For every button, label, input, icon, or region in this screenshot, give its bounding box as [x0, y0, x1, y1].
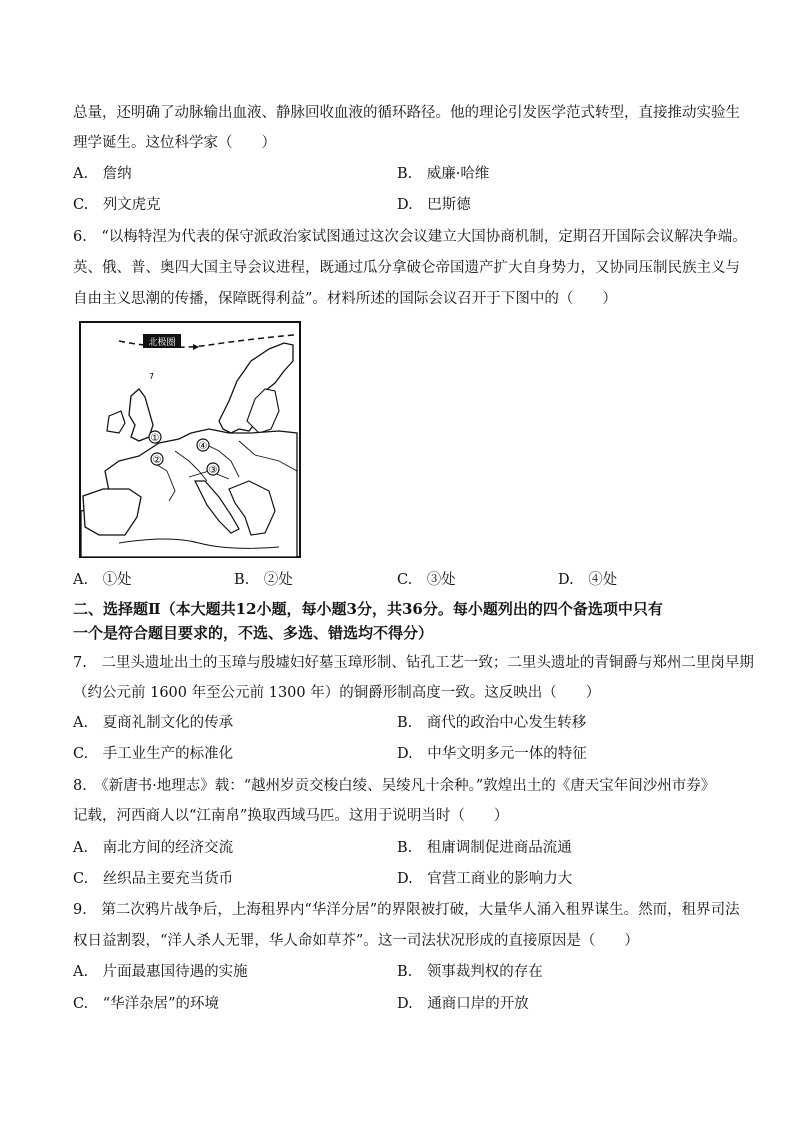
q7-stem-line2: （约公元前 1600 年至公元前 1300 年）的铜爵形制高度一致。这反映出（ ）: [73, 685, 601, 701]
q6-stem-line3: 自由主义思潮的传播，保障既得利益”。材料所述的国际会议召开于下图中的（ ）: [73, 291, 617, 307]
section2-heading-line2: 一个是符合题目要求的，不选、多选、错选均不得分）: [73, 624, 434, 642]
q6-option-a[interactable]: A. ①处: [73, 572, 132, 588]
map-small-mark: 7: [149, 372, 155, 381]
q5-option-a[interactable]: A. 詹纳: [73, 166, 132, 182]
q5-stem-line1: 总量，还明确了动脉输出血液、静脉回收血液的循环路径。他的理论引发医学范式转型，直接推动实验生: [73, 105, 740, 121]
q9-option-b[interactable]: B. 领事裁判权的存在: [397, 964, 543, 980]
q9-option-a[interactable]: A. 片面最惠国待遇的实施: [73, 964, 248, 980]
q5-option-b[interactable]: B. 威廉·哈维: [397, 166, 490, 182]
q9-stem-line2: 权日益割裂，“洋人杀人无罪，华人命如草芥”。这一司法状况形成的直接原因是（ ）: [73, 933, 639, 949]
q6-option-d[interactable]: D. ④处: [558, 572, 618, 588]
q8-option-a[interactable]: A. 南北方间的经济交流: [73, 840, 234, 856]
q8-option-c[interactable]: C. 丝织品主要充当货币: [73, 871, 234, 887]
q7-stem-line1: 7. 二里头遗址出土的玉璋与殷墟妇好墓玉璋形制、钻孔工艺一致；二里头遗址的青铜爵与郑州二里岗早期: [73, 655, 754, 671]
q5-option-d[interactable]: D. 巴斯德: [397, 197, 471, 213]
q6-stem-line2: 英、俄、普、奥四大国主导会议进程，既通过瓜分拿破仑帝国遗产扩大自身势力，又协同压制民族主义与: [73, 260, 740, 276]
q7-option-a[interactable]: A. 夏商礼制文化的传承: [73, 715, 234, 731]
q7-option-d[interactable]: D. 中华文明多元一体的特征: [397, 746, 587, 762]
q7-option-c[interactable]: C. 手工业生产的标准化: [73, 746, 234, 762]
q8-option-d[interactable]: D. 官营工商业的影响力大: [397, 871, 573, 887]
marker-2-label: ②: [152, 455, 162, 466]
marker-1-label: ①: [150, 433, 160, 444]
marker-3-label: ③: [208, 465, 218, 476]
q8-stem-line2: 记载，河西商人以“江南帛”换取西域马匹。这用于说明当时（ ）: [73, 808, 509, 824]
q9-stem-line1: 9. 第二次鸦片战争后，上海租界内“华洋分居”的界限被打破，大量华人涌入租界谋生。然而，租界司法: [73, 902, 740, 918]
q6-stem-line1: 6. “以梅特涅为代表的保守派政治家试图通过这次会议建立大国协商机制，定期召开国际会议解决争端。: [73, 229, 747, 245]
arctic-label: 北极圈: [148, 338, 176, 348]
q7-option-b[interactable]: B. 商代的政治中心发生转移: [397, 715, 587, 731]
q6-option-b[interactable]: B. ②处: [234, 572, 293, 588]
q6-option-c[interactable]: C. ③处: [397, 572, 456, 588]
marker-4-label: ④: [198, 441, 208, 452]
q8-stem-line1: 8. 《新唐书·地理志》载：“越州岁贡交梭白绫、吴绫凡十余种。”敦煌出土的《唐天宝年间沙州市券》: [73, 778, 716, 794]
q9-option-c[interactable]: C. “华洋杂居”的环境: [73, 996, 220, 1012]
q8-option-b[interactable]: B. 租庸调制促进商品流通: [397, 840, 572, 856]
q9-option-d[interactable]: D. 通商口岸的开放: [397, 996, 529, 1012]
q5-option-c[interactable]: C. 列文虎克: [73, 197, 161, 213]
europe-map-svg: [79, 321, 301, 558]
q5-stem-line2: 理学诞生。这位科学家（ ）: [73, 135, 276, 151]
europe-map-figure: [79, 321, 301, 558]
section2-heading-line1: 二、选择题Ⅱ（本大题共12小题，每小题3分，共36分。每小题列出的四个备选项中只有: [73, 600, 663, 618]
